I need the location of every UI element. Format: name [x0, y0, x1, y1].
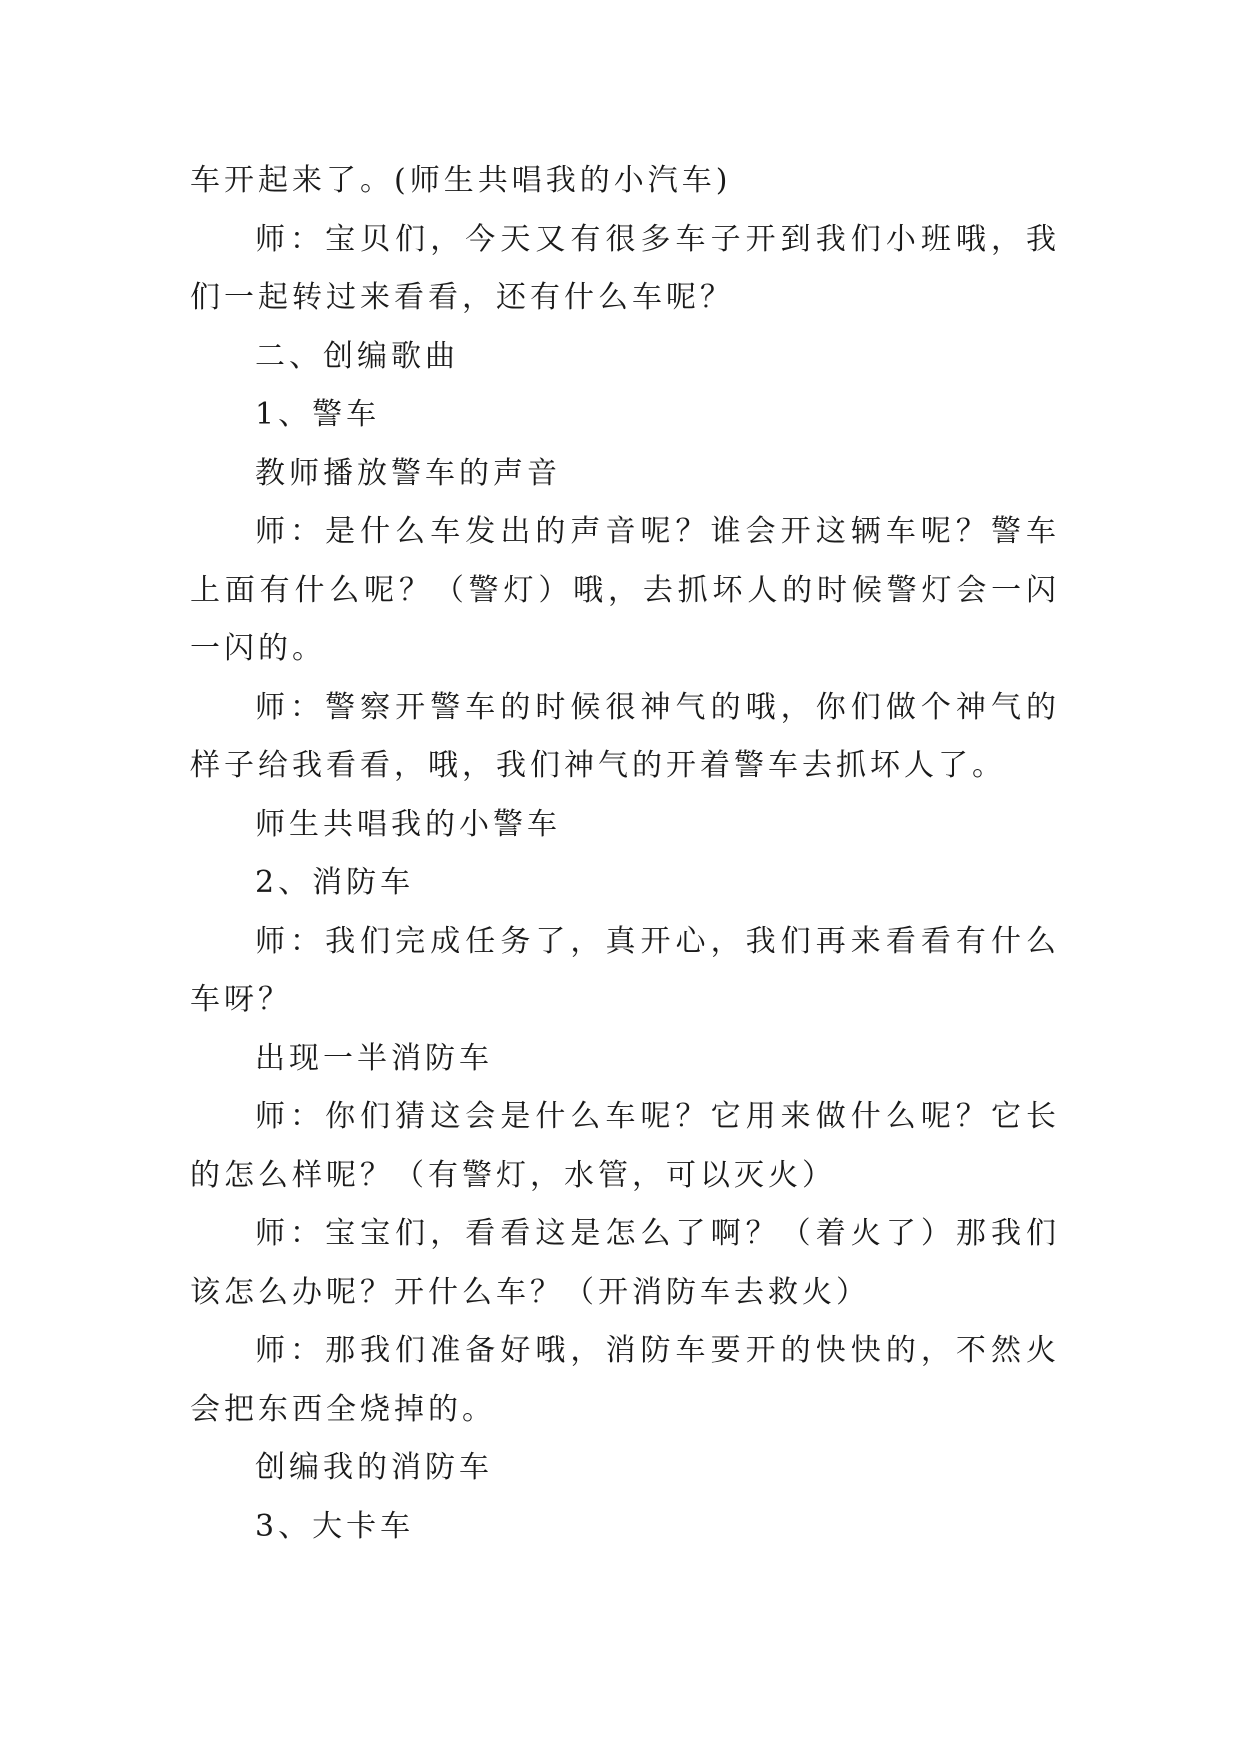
paragraph-11: 出现一半消防车 [255, 1040, 493, 1076]
section-heading-create-song: 二、创编歌曲 [255, 338, 459, 374]
subheading-big-truck: 3、大卡车 [255, 1508, 415, 1544]
paragraph-15: 创编我的消防车 [255, 1450, 493, 1485]
paragraph-13: 师：宝宝们，看看这是怎么了啊？（着火了）那我们该怎么办呢？开什么车？（开消防车去救火） [190, 1216, 1060, 1310]
paragraph-8: 师生共唱我的小警车 [255, 806, 561, 842]
paragraph-10: 师：我们完成任务了，真开心，我们再来看看有什么车呀？ [190, 923, 1060, 1017]
paragraph-5: 教师播放警车的声音 [255, 455, 561, 491]
paragraph-1: 车开起来了。(师生共唱我的小汽车) [190, 163, 732, 198]
subheading-fire-truck: 2、消防车 [255, 865, 415, 900]
subheading-police-car: 1、警车 [255, 397, 381, 432]
paragraph-7: 师：警察开警车的时候很神气的哦，你们做个神气的样子给我看看，哦，我们神气的开着警车去抓坏人了。 [190, 689, 1060, 783]
paragraph-6: 师：是什么车发出的声音呢？谁会开这辆车呢？警车上面有什么呢？（警灯）哦，去抓坏人的时候警灯会一闪一闪的。 [190, 514, 1060, 666]
paragraph-14: 师：那我们准备好哦，消防车要开的快快的，不然火会把东西全烧掉的。 [190, 1333, 1060, 1427]
document-page [190, 152, 1060, 1556]
paragraph-2: 师：宝贝们，今天又有很多车子开到我们小班哦，我们一起转过来看看，还有什么车呢？ [190, 221, 1060, 315]
paragraph-12: 师：你们猜这会是什么车呢？它用来做什么呢？它长的怎么样呢？（有警灯，水管，可以灭火） [190, 1099, 1060, 1193]
